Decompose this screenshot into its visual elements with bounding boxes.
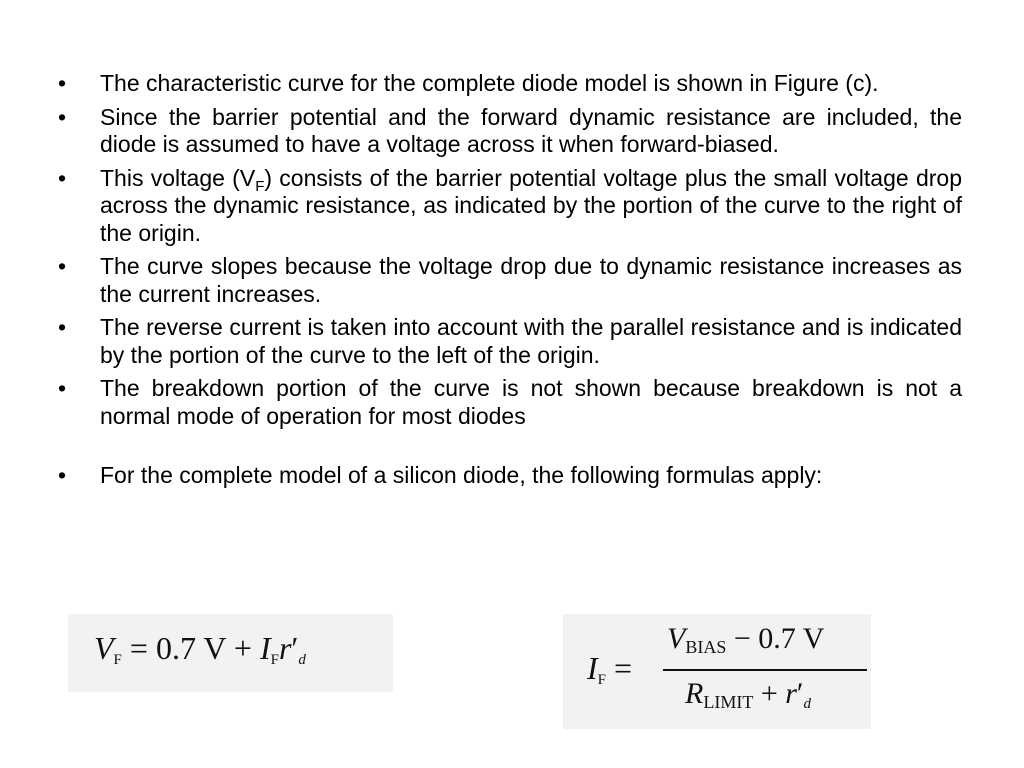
- bullet-dot: •: [58, 462, 67, 488]
- bullet-text: The curve slopes because the voltage drop due to dynamic resistance increases as the current increases.: [100, 253, 962, 307]
- subscript: [298, 652, 306, 668]
- equals-sign: =: [606, 650, 633, 686]
- bullet-text: The breakdown portion of the curve is not shown because breakdown is not a normal mode of operation for most diodes: [100, 375, 962, 429]
- subscript-d: d: [803, 696, 811, 712]
- subscript: F: [597, 672, 606, 688]
- bullet-item: [58, 104, 962, 159]
- subscript: LIMIT: [703, 692, 754, 712]
- symbol-r: R: [685, 677, 704, 710]
- subscript: [803, 696, 811, 712]
- bullet-list: [58, 70, 962, 496]
- bullet-dot: •: [58, 70, 67, 96]
- symbol-i: I: [587, 650, 598, 686]
- fraction-bar: [663, 669, 867, 671]
- formula-lhs: [587, 650, 632, 687]
- bullet-dot: •: [58, 164, 67, 191]
- symbol-i: I: [259, 630, 271, 666]
- bullet-text: The characteristic curve for the complete diode model is shown in Figure (c).: [100, 70, 879, 96]
- subscript-f: F: [255, 177, 265, 195]
- bullet-text-part: ) consists of the barrier potential voltage plus the small voltage drop across the dynamic resistance, as indicated by the portion of the curve to the right of the origin.: [100, 164, 962, 246]
- forward-current-formula: [563, 614, 871, 729]
- forward-voltage-formula: [68, 614, 393, 692]
- bullet-item: [58, 462, 962, 490]
- subscript: F: [113, 652, 122, 668]
- bullet-item: [58, 70, 962, 98]
- denominator: [685, 677, 811, 711]
- symbol-r-d: r: [785, 677, 797, 710]
- formula-equation: [94, 630, 306, 667]
- symbol-v: V: [94, 630, 114, 666]
- bullet-item: [58, 375, 962, 430]
- prime-mark: ′: [291, 630, 299, 666]
- bullet-text-part: This voltage (V: [100, 164, 256, 191]
- bullet-dot: •: [58, 103, 67, 130]
- bullet-text: Since the barrier potential and the forward dynamic resistance are included, the diode is assumed to have a voltage across it when forward-biased.: [100, 103, 962, 157]
- bullet-item: [58, 253, 962, 308]
- bullet-dot: •: [58, 314, 67, 340]
- subscript: F: [270, 652, 279, 668]
- prime-mark: ′: [796, 677, 804, 710]
- formula-text: − 0.7 V: [726, 622, 825, 655]
- subscript: BIAS: [685, 637, 727, 657]
- bullet-dot: •: [58, 375, 67, 401]
- bullet-text: The reverse current is taken into account with the parallel resistance and is indicated by the portion of the curve to the left of the origin.: [100, 314, 962, 368]
- numerator: [667, 622, 824, 656]
- subscript-d: d: [298, 652, 306, 668]
- bullet-text: [100, 165, 962, 248]
- formula-text: +: [753, 677, 786, 710]
- bullet-dot: •: [58, 253, 67, 279]
- formula-text: = 0.7 V +: [121, 630, 260, 666]
- bullet-text: For the complete model of a silicon diode, the following formulas apply:: [100, 462, 823, 488]
- bullet-item: [58, 314, 962, 369]
- symbol-r: r: [278, 630, 292, 666]
- bullet-item: [58, 165, 962, 248]
- symbol-v: V: [667, 622, 686, 655]
